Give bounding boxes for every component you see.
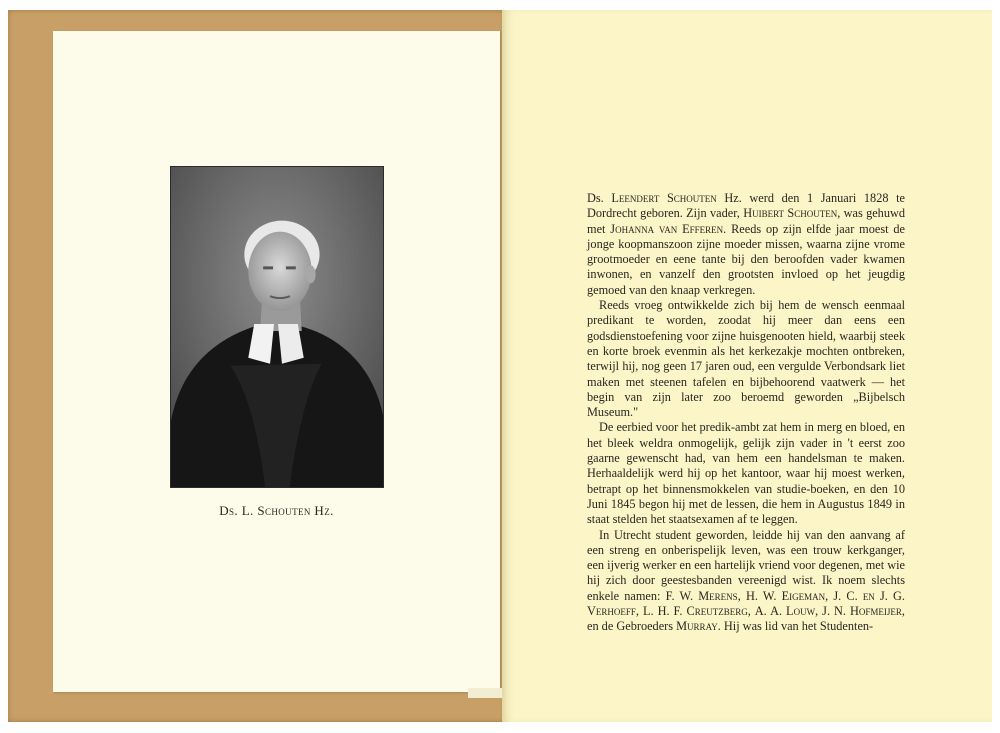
text-run: , en de Gebroeders [587,604,905,634]
text-run: Hz. werd den 1 Januari 1828 te Dordrecht geboren. Zijn vader, [587,191,905,221]
person-name: L. H. F. Creutzberg [642,604,748,619]
text-run: , [635,604,643,619]
portrait-figure [171,167,383,487]
text-run: Ds. [587,191,612,205]
paragraph [587,528,905,635]
text-run: , [747,604,755,619]
paragraph [587,420,905,527]
portrait-photo [170,166,384,488]
text-run: . Hij was lid van het Studenten- [717,619,874,634]
biography-text [587,191,905,635]
text-run: , [825,588,834,603]
paragraph [587,191,905,298]
person-name: H. W. Eigeman [745,588,826,603]
person-name: F. W. Merens [665,588,738,603]
text-run: , [737,588,746,603]
person-name: Murray [676,619,718,634]
text-run: De eerbied voor het predik-ambt zat hem in merg en bloed, en het bleek weldra onmogelijk, gelijk zijn vader in 't eerst zoo gaarne gewenscht had, van hem een handelsman te maken. Herhaaldelijk werd hij op het kantoor, waar hij moest werken, betrapt op het binnensmokkelen van studie-boeken, en den 10 Juni 1845 begon hij met de lessen, die hem in Augustus 1849 in staat stelden het staatsexamen af te leggen. [587,420,905,527]
portrait-caption [53,503,500,519]
text-run: Reeds vroeg ontwikkelde zich bij hem de wensch eenmaal predikant te worden, zoodat hij meer dan eens een godsdienstoefening voor zijne huisgenooten hield, waarbij steek en korte broek evenmin als het kerkezakje mochten ontbreken, terwijl hij, nog geen 17 jaren oud, een vergulde Verbondsark liet maken met steenen tafelen en bijbehoorend vaatwerk — het begin van zijn later zoo beroemd geworden „Bijbelsch Museum." [587,298,905,420]
person-name: J. C. en J. G. Verhoeff [587,588,905,619]
text-run: , [815,604,823,619]
person-name: Leendert Schouten [611,191,717,205]
person-name: Huibert Schouten [743,206,838,221]
paragraph [587,298,905,420]
text-run: , was gehuwd met [587,206,905,236]
person-name: Johanna van Efferen [610,221,724,236]
person-name: J. N. Hofmeijer [822,604,902,619]
person-name: A. A. Louw [754,604,816,619]
text-run: . Reeds op zijn elfde jaar moest de jonge koopmanszoon zijne moeder missen, waarna zijne vrome grootmoeder en eene tante bij den beroofden vader kwamen inwonen, en vanzelf den grootsten invloed op het jeugdig gemoed van den knaap verkregen. [587,221,905,297]
left-page-tab [468,688,502,698]
text-run: In Utrecht student geworden, leidde hij van den aanvang af een streng en onberispelijk leven, was een trouw kerkganger, een ijverig werker en een hartelijk vriend voor degenen, met wie hij zich door geestesbanden vereenigd wist. Ik noem slechts enkele namen: [587,527,905,603]
caption-text: Ds. L. Schouten Hz. [219,503,334,518]
